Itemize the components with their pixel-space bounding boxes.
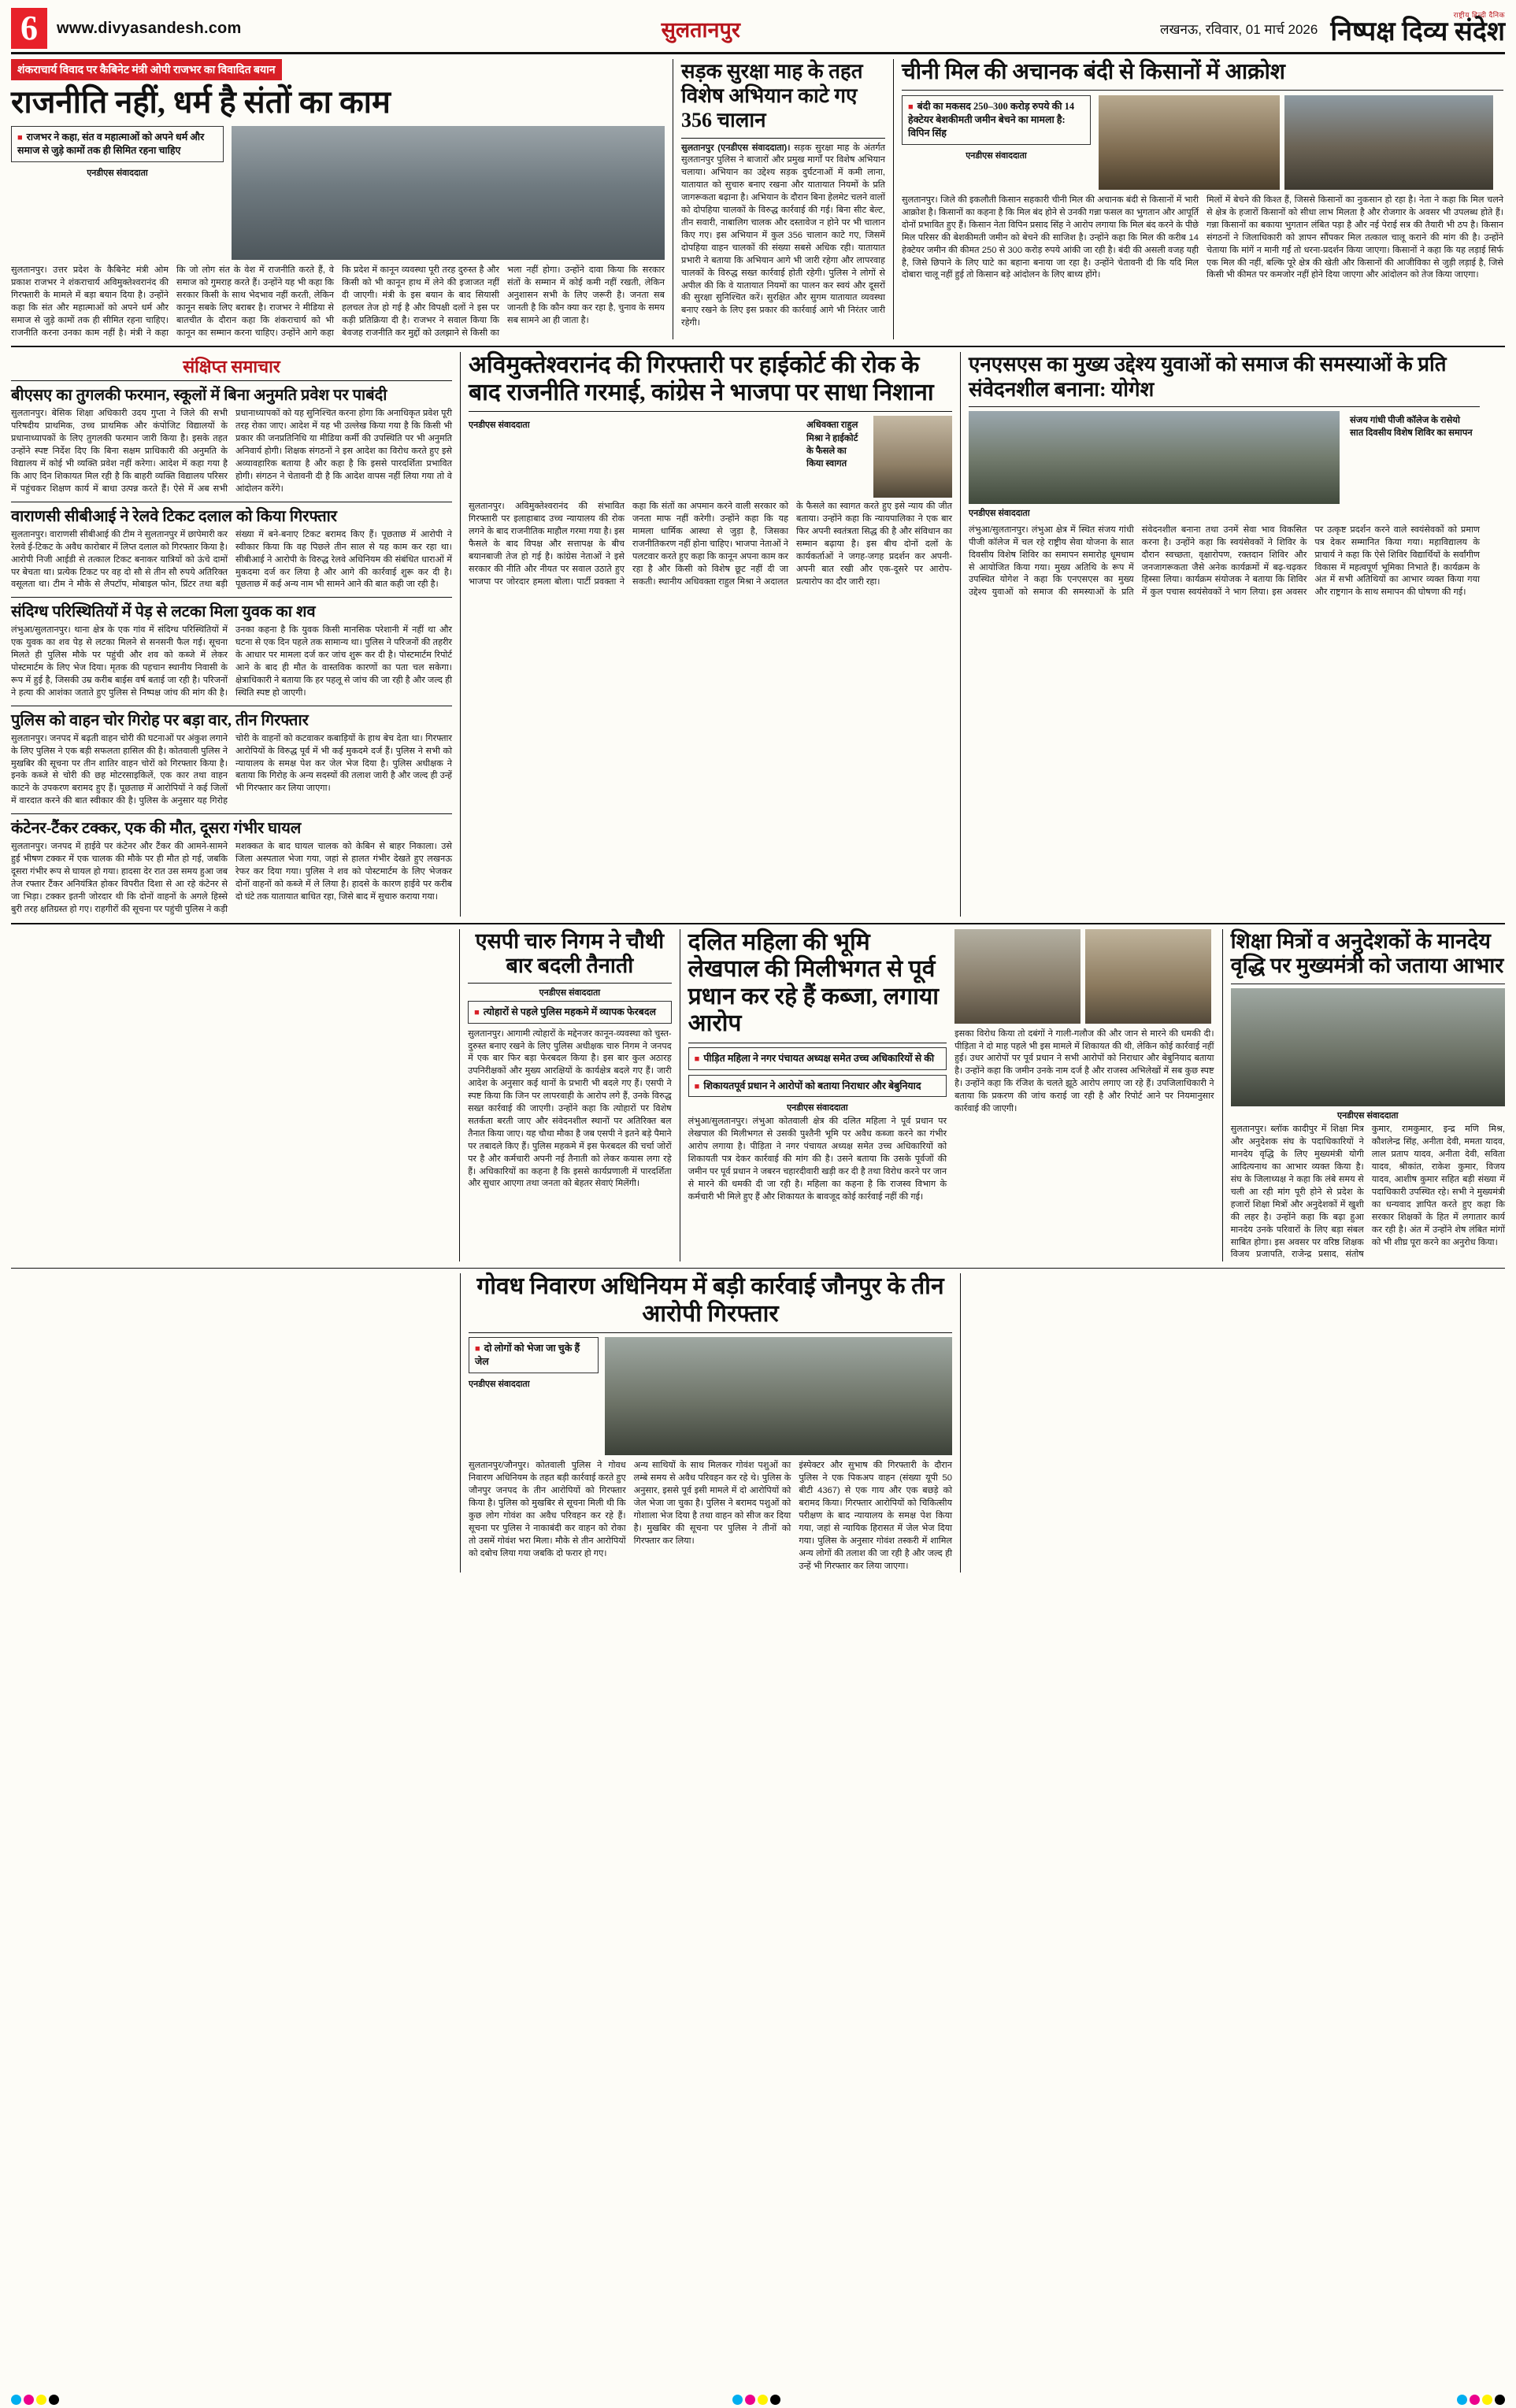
cow-case-article	[11, 1268, 1505, 1573]
edition-date: लखनऊ, रविवार, 01 मार्च 2026	[1160, 21, 1318, 37]
sugar-mill-bullet: ■ बंदी का मकसद 250–300 करोड़ रुपये की 14 हेक्टेयर बेशकीमती जमीन बेचने का मामला है: विपिन सिंह	[902, 95, 1091, 145]
brief-body: सुलतानपुर। वाराणसी सीबीआई की टीम ने सुलतानपुर में छापेमारी कर रेलवे ई-टिकट के अवैध कारोबार में लिप्त दलाल को गिरफ्तार किया है। आरोपी निजी आईडी से तत्काल टिकट बनाकर यात्रियों को ऊंचे दामों पर बेचता था। प्रत्येक टिकट पर वह दो सौ से तीन सौ रुपये अतिरिक्त वसूलता था। टीम ने मौके से लैपटॉप, मोबाइल फोन, प्रिंटर तथा बड़ी संख्या में बने-बनाए टिकट बरामद किए हैं। पूछताछ में आरोपी ने स्वीकार किया कि वह पिछले तीन साल से यह काम कर रहा था। सीबीआई ने आरोपी के विरुद्ध रेलवे अधिनियम की संबंधित धाराओं में मुकदमा दर्ज कर लिया है और आगे की कार्रवाई शुरू कर दी है। पूछताछ में कई अन्य नाम भी सामने आने की बात कही जा रही है।	[11, 529, 452, 590]
road-safety-byline: सुलतानपुर (एनडीएस संवाददाता)।	[681, 143, 791, 153]
top-section	[11, 59, 1505, 339]
sugar-mill-article	[893, 59, 1503, 339]
edition-city: सुलतानपुर	[661, 17, 740, 42]
cmyk-registration-right	[1457, 2395, 1505, 2405]
brief-body: सुलतानपुर। जनपद में बढ़ती वाहन चोरी की घटनाओं पर अंकुश लगाने के लिए पुलिस ने एक बड़ी सफलता हासिल की है। कोतवाली पुलिस ने मुखबिर की सूचना पर तीन शातिर वाहन चोरों को गिरफ्तार किया है। इनके कब्जे से चोरी की छह मोटरसाइकिलें, एक कार तथा वाहन काटने के उपकरण बरामद हुए हैं। पूछताछ में आरोपियों ने कई जिलों में वारदात करने की बात स्वीकार की है। पुलिस के अनुसार यह गिरोह चोरी के वाहनों को कटवाकर कबाड़ियों के हाथ बेच देता था। गिरफ्तार आरोपियों के विरुद्ध पूर्व में भी कई मुकदमे दर्ज हैं। पुलिस ने सभी को न्यायालय के समक्ष पेश कर जेल भेज दिया है। पुलिस अधीक्षक ने बताया कि गिरोह के अन्य सदस्यों की तलाश जारी है और जल्द ही उन्हें भी गिरफ्तार कर लिया जाएगा।	[11, 733, 452, 806]
cow-case-body-right: अन्य साथियों के साथ मिलकर गोवंश पशुओं का लम्बे समय से अवैध परिवहन कर रहे थे। पुलिस के अनुसार, इससे पूर्व इसी मामले में दो आरोपियों को जेल भेजा जा चुका है। पुलिस ने बरामद पशुओं को गोशाला भेज दिया है तथा वाहन को सीज कर दिया है। मुखबिर की सूचना पर पुलिस ने तीनों को गिरफ्तार कर लिया।	[633, 1461, 791, 1546]
brief-news-column	[11, 352, 452, 916]
hc-stay-body: सुलतानपुर। अविमुक्तेश्वरानंद की संभावित गिरफ्तारी पर इलाहाबाद उच्च न्यायालय की रोक लगने के बाद राजनीतिक माहौल गरमा गया है। इस फैसले के बाद विपक्ष और सत्तापक्ष के बीच बयानबाजी तेज हो गई है। कांग्रेस नेताओं ने इसे सरकार की नीति और नीयत पर सवाल उठाते हुए भाजपा पर जोरदार हमला बोला। पार्टी प्रवक्ता ने कहा कि संतों का अपमान करने वाली सरकार को जनता माफ नहीं करेगी। उन्होंने कहा कि यह मामला धार्मिक आस्था से जुड़ा है, जिसका राजनीतिकरण नहीं होना चाहिए। भाजपा नेताओं ने पलटवार करते हुए कहा कि कानून अपना काम कर रहा है और किसी को विशेष छूट नहीं दी जा सकती। स्थानीय अधिवक्ता राहुल मिश्रा ने अदालत के फैसले का स्वागत करते हुए इसे न्याय की जीत बताया। उन्होंने कहा कि न्यायपालिका ने एक बार फिर अपनी स्वतंत्रता सिद्ध की है और संविधान का सम्मान बढ़ाया है। इस बीच दोनों दलों के कार्यकर्ताओं ने जगह-जगह प्रदर्शन कर अपनी-अपनी बात रखी और एक-दूसरे पर आरोप-प्रत्यारोप का दौर जारी रहा।	[469, 502, 952, 587]
brief-title: वाराणसी सीबीआई ने रेलवे टिकट दलाल को किया गिरफ्तार	[11, 507, 337, 525]
brief-title: संदिग्ध परिस्थितियों में पेड़ से लटका मिला युवक का शव	[11, 603, 316, 621]
bottom-section	[11, 929, 1505, 1262]
site-url[interactable]: www.divyasandesh.com	[57, 19, 242, 37]
hc-stay-caption: अधिवक्ता राहुल मिश्रा ने हाईकोर्ट के फैसले का किया स्वागत	[806, 420, 858, 469]
brief-item	[11, 386, 452, 495]
brief-title: कंटेनर-टैंकर टक्कर, एक की मौत, दूसरा गंभीर घायल	[11, 820, 302, 838]
dalit-land-photos	[954, 929, 1214, 1262]
sp-transfer-bullet: ■ त्योहारों से पहले पुलिस महकमे में व्यापक फेरबदल	[468, 1001, 672, 1024]
teachers-body: सुलतानपुर। ब्लॉक कादीपुर में शिक्षा मित्र और अनुदेशक संघ के पदाधिकारियों ने मानदेय वृद्धि के लिए मुख्यमंत्री योगी आदित्यनाथ का आभार व्यक्त किया है। संघ के जिलाध्यक्ष ने कहा कि लंबे समय से चली आ रही मांग पूरी होने से प्रदेश के हजारों शिक्षा मित्रों और अनुदेशकों में खुशी की लहर है। उन्होंने कहा कि बढ़ा हुआ मानदेय उनके परिवारों के लिए बड़ा संबल साबित होगा। इस अवसर पर वरिष्ठ शिक्षक विजय प्रजापति, राजेन्द्र प्रसाद, संतोष कुमार, रामकुमार, इन्द्र मणि मिश्र, कौशलेन्द्र सिंह, अनीता देवी, ममता यादव, लाल प्रताप यादव, अनीता देवी, सविता यादव, श्रीकांत, राकेश कुमार, विजय यादव, आशीष कुमार सहित बड़ी संख्या में पदाधिकारी उपस्थित रहे। सभी ने मुख्यमंत्री का धन्यवाद ज्ञापित करते हुए कहा कि सरकार शिक्षकों के हित में लगातार कार्य कर रही है। अंत में उन्होंने शेष लंबित मांगों को भी शीघ्र पूरा करने का अनुरोध किया।	[1230, 1124, 1505, 1260]
dalit-land-article	[680, 929, 947, 1262]
nss-byline: एनडीएस संवाददाता	[969, 508, 1030, 518]
teachers-headline: शिक्षा मित्रों व अनुदेशकों के मानदेय वृद्धि पर मुख्यमंत्री को जताया आभार	[1230, 928, 1504, 978]
road-safety-body: सुलतानपुर (एनडीएस संवाददाता)। सड़क सुरक्षा माह के अंतर्गत सुलतानपुर पुलिस ने बाजारों और प्रमुख मार्गों पर विशेष अभियान चलाया। अभियान का उद्देश्य सड़क दुर्घटनाओं में कमी लाना, यातायात को सुचारु बनाए रखना और यातायात नियमों के प्रति जागरूकता बढ़ाना है। अभियान के दौरान बिना हेलमेट चलने वालों को दोपहिया चालकों के विरुद्ध कार्रवाई की गई। बिना सीट बेल्ट, तीन सवारी, नाबालिग चालक और दस्तावेज न होने पर भी चालान किए गए। इस अभियान में कुल 356 चालान काटे गए, जिसमें दोपहिया वाहन चालकों की संख्या सबसे अधिक रही। यातायात प्रभारी ने बताया कि अभियान आगे भी जारी रहेगा और लापरवाह चालकों के विरुद्ध सख्त कार्रवाई होती रहेगी। पुलिस ने लोगों से अपील की कि वे यातायात नियमों का पालन कर स्वयं और दूसरों की सुरक्षा सुनिश्चित करें। सुरक्षित और सुगम यातायात व्यवस्था बनाए रखने के लिए इस प्रकार की कार्रवाई आगे भी निरंतर जारी रहेगी।	[681, 143, 886, 328]
road-safety-headline: सड़क सुरक्षा माह के तहत विशेष अभियान काटे गए 356 चालान	[681, 60, 863, 132]
masthead	[11, 8, 1505, 54]
dalit-land-body-left: लंभुआ/सुलतानपुर। लंभुआ कोतवाली क्षेत्र की दलित महिला ने पूर्व प्रधान पर लेखपाल की मिलीभगत से उसकी पुश्तैनी भूमि पर अवैध कब्जा करने का गंभीर आरोप लगाया है। पीड़िता ने नगर पंचायत अध्यक्ष समेत उच्च अधिकारियों को शिकायती पत्र देकर कार्रवाई की मांग की है। उसने बताया कि उसके पूर्वजों की जमीन पर पूर्व प्रधान ने जबरन चहारदीवारी खड़ी कर दी है तथा विरोध करने पर जान से मारने की धमकी दी जा रही है। महिला का कहना है कि राजस्व विभाग के कर्मचारी भी मिले हुए हैं और शिकायत के बावजूद कोई कार्रवाई नहीं की गई।	[688, 1117, 947, 1202]
brief-body: सुलतानपुर। बेसिक शिक्षा अधिकारी उदय गुप्ता ने जिले की सभी परिषदीय प्राथमिक, उच्च प्राथमिक और कंपोजिट विद्यालयों के प्रधानाध्यापकों के लिए तुगलकी फरमान जारी किया है। इसके तहत उन्होंने स्पष्ट निर्देश दिए कि बिना सक्षम प्राधिकारी की अनुमति के विद्यालय में कोई भी व्यक्ति प्रवेश नहीं करेगा। आदेश में कहा गया है कि आए दिन शिकायत मिल रही है कि बाहरी व्यक्ति विद्यालय परिसर में पहुंचकर शिक्षण कार्य में बाधा उत्पन्न करते हैं। ऐसे में अब सभी प्रधानाध्यापकों को यह सुनिश्चित करना होगा कि अनाधिकृत प्रवेश पूरी तरह रोका जाए। आदेश में यह भी उल्लेख किया गया है कि किसी भी प्रकार की जनप्रतिनिधि या मीडिया कर्मी की उपस्थिति पर भी अनुमति अनिवार्य होगी। शिक्षक संगठनों ने इस आदेश का विरोध करते हुए इसे अव्यावहारिक बताया है और कहा है कि इससे पारदर्शिता प्रभावित होगी। संगठन ने चेतावनी दी है कि आदेश वापस नहीं लिया गया तो वे आंदोलन करेंगे।	[11, 409, 452, 494]
sugar-mill-photo-mill	[1284, 95, 1493, 190]
brief-title: बीएसए का तुगलकी फरमान, स्कूलों में बिना अनुमति प्रवेश पर पाबंदी	[11, 387, 387, 405]
brief-section-title: संक्षिप्त समाचार	[183, 357, 280, 377]
sugar-mill-byline: एनडीएस संवाददाता	[966, 150, 1027, 161]
dalit-land-bullet-2: ■ शिकायतपूर्व प्रधान ने आरोपों को बताया निराधार और बेबुनियाद	[688, 1075, 947, 1098]
dalit-land-bullet-1: ■ पीड़ित महिला ने नगर पंचायत अध्यक्ष समेत उच्च अधिकारियों से की	[688, 1047, 947, 1070]
brief-item	[11, 819, 452, 916]
lead-photo	[232, 126, 665, 260]
hc-stay-headline: अविमुक्तेश्वरानंद की गिरफ्तारी पर हाईकोर्ट की रोक के बाद राजनीति गरमाई, कांग्रेस ने भाजपा पर साधा निशाना	[469, 352, 934, 406]
cow-case-headline: गोवध निवारण अधिनियम में बड़ी कार्रवाई जौनपुर के तीन आरोपी गिरफ्तार	[476, 1273, 944, 1327]
cow-case-body-mid: इंस्पेक्टर और सुभाष की गिरफ्तारी के दौरान पुलिस ने एक पिकअप वाहन (संख्या यूपी 50 बीटी 4367) से एक गाय और एक बछड़े को बरामद किया। गिरफ्तार आरोपियों को चिकित्सीय परीक्षण के बाद न्यायालय के समक्ष पेश किया गया, जहां से न्यायिक हिरासत में जेल भेज दिया गया। पुलिस के अनुसार गोवंश तस्करी में शामिल अन्य लोगों की तलाश की जा रही है और जल्द ही उन्हें भी गिरफ्तार कर लिया जाएगा।	[799, 1461, 952, 1571]
nss-article	[960, 352, 1480, 916]
logo-tagline: राष्ट्रीय हिन्दी दैनिक	[1453, 10, 1505, 19]
road-safety-article	[673, 59, 885, 339]
logo-name: निष्पक्ष दिव्य संदेश	[1330, 17, 1505, 46]
hc-stay-photo	[873, 416, 952, 498]
cow-case-main	[460, 1273, 952, 1573]
dalit-land-photo-1	[954, 929, 1080, 1024]
sugar-mill-photo-leader	[1099, 95, 1280, 190]
cow-case-spacer	[11, 1273, 452, 1573]
dalit-land-body-right: इसका विरोध किया तो दबंगों ने गाली-गलौज की और जान से मारने की धमकी दी। पीड़िता ने दो माह पहले भी इस मामले में शिकायत की थी, लेकिन कोई कार्रवाई नहीं हुई। उधर आरोपों पर पूर्व प्रधान ने सभी आरोपों को निराधार और बेबुनियाद बताया है। उन्होंने कहा कि जमीन उनके नाम दर्ज है और राजस्व अभिलेखों में सब कुछ स्पष्ट है। उन्होंने कहा कि रंजिश के चलते झूठे आरोप लगाए जा रहे हैं। उपजिलाधिकारी ने बताया कि प्रकरण की जांच कराई जा रही है और रिपोर्ट आने पर नियमानुसार कार्रवाई की जाएगी।	[954, 1028, 1214, 1114]
cow-case-body-left: सुलतानपुर/जौनपुर। कोतवाली पुलिस ने गोवध निवारण अधिनियम के तहत बड़ी कार्रवाई करते हुए जौनपुर जनपद के तीन आरोपियों को गिरफ्तार किया है। पुलिस को मुखबिर से सूचना मिली थी कि कुछ लोग गोवंश का अवैध परिवहन कर रहे हैं। सूचना पर पुलिस ने नाकाबंदी कर वाहन को रोका तो उसमें गोवंश भरा मिला। मौके से तीन आरोपियों को दबोच लिया गया जबकि दो फरार हो गए।	[469, 1461, 626, 1558]
sp-transfer-article	[459, 929, 672, 1262]
cmyk-registration-center	[732, 2395, 780, 2405]
sp-transfer-headline: एसपी चारु निगम ने चौथी बार बदली तैनाती	[475, 928, 665, 977]
hc-stay-article	[460, 352, 952, 916]
lead-byline: एनडीएस संवाददाता	[87, 168, 148, 178]
sugar-mill-headline: चीनी मिल की अचानक बंदी से किसानों में आक्रोश	[902, 60, 1285, 84]
nss-headline: एनएसएस का मुख्य उद्देश्य युवाओं को समाज की समस्याओं के प्रति संवेदनशील बनाना: योगेश	[969, 353, 1447, 401]
lead-bullet: ■ राजभर ने कहा, संत व महात्माओं को अपने धर्म और समाज से जुड़े कामों तक ही सिमित रहना चाहिए	[11, 126, 224, 162]
dalit-land-photo-2	[1085, 929, 1211, 1024]
cow-case-right-spacer	[960, 1273, 1480, 1573]
masthead-center	[241, 14, 1160, 43]
cow-case-byline: एनडीएस संवाददाता	[469, 1380, 530, 1390]
brief-body: लंभुआ/सुलतानपुर। थाना क्षेत्र के एक गांव में संदिग्ध परिस्थितियों में एक युवक का शव पेड़ से लटका मिलने से सनसनी फैल गई। सूचना मिलते ही पुलिस मौके पर पहुंची और शव को कब्जे में लेकर पोस्टमार्टम के लिए भेज दिया। मृतक की पहचान स्थानीय निवासी के रूप में हुई है, जिसकी उम्र करीब बाईस वर्ष बताई जा रही है। परिजनों ने हत्या की आशंका जताते हुए पुलिस से निष्पक्ष जांच की मांग की है। उनका कहना है कि युवक किसी मानसिक परेशानी में नहीं था और घटना से एक दिन पहले तक सामान्य था। पुलिस ने परिजनों की तहरीर के आधार पर मामला दर्ज कर जांच शुरू कर दी है। पोस्टमार्टम रिपोर्ट आने के बाद ही मौत के वास्तविक कारणों का पता चल सकेगा। क्षेत्राधिकारी ने बताया कि हर पहलू से जांच की जा रही है और जल्द ही स्थिति स्पष्ट हो जाएगी।	[11, 625, 452, 698]
nss-photo	[969, 411, 1340, 504]
masthead-right	[1160, 12, 1505, 46]
sugar-mill-body-left: सुलतानपुर। जिले की इकलौती किसान सहकारी चीनी मिल की अचानक बंदी से किसानों में भारी आक्रोश है। किसानों का कहना है कि मिल बंद होने से उनकी गन्ना फसल का भुगतान और आपूर्ति दोनों प्रभावित हुए हैं। किसान नेता विपिन प्रसाद सिंह ने आरोप लगाया कि मिल बंद करने के पीछे मिल परिसर की बेशकीमती जमीन को बेचने की साजिश है। उन्होंने कहा कि मिल की करीब 14 हेक्टेयर जमीन की कीमत 250 से 300 करोड़ रुपये आंकी जा रही है। बंदी की असली वजह यही है, जिसे छिपाने के लिए घाटे का बहाना बनाया जा रहा है। उन्होंने चेतावनी दी कि यदि मिल दोबारा चालू नहीं हुई तो किसान बड़े आंदोलन के लिए बाध्य होंगे।	[902, 195, 1199, 280]
lead-kicker: शंकराचार्य विवाद पर कैबिनेट मंत्री ओपी राजभर का विवादित बयान	[11, 59, 282, 80]
sp-transfer-body: सुलतानपुर। आगामी त्योहारों के मद्देनजर कानून-व्यवस्था को चुस्त-दुरुस्त बनाए रखने के लिए पुलिस अधीक्षक चारु निगम ने जनपद में एक बार फिर बड़ा फेरबदल किया है। इस बार कुल अठारह उपनिरीक्षकों और मुख्य आरक्षियों के कार्यक्षेत्र बदले गए हैं। जारी आदेश के अनुसार कई थानों के प्रभारी भी बदले गए हैं। एसपी ने स्पष्ट किया कि जिन पर लापरवाही के आरोप लगे हैं, उनके विरुद्ध सख्त कार्रवाई की जाएगी। उन्होंने कहा कि त्योहारों पर विशेष सतर्कता बरती जाए और संवेदनशील स्थानों पर अतिरिक्त बल तैनात किया जाए। यह चौथा मौका है जब एसपी ने इतने बड़े पैमाने पर तबादले किए हैं। पुलिस महकमे में इस फेरबदल की चर्चा जोरों पर है और कर्मचारी अपनी नई तैनाती को लेकर कयास लगा रहे हैं। अधिकारियों का कहना है कि इससे कार्यप्रणाली में पारदर्शिता और सुधार आएगा तथा जनता को बेहतर सेवाएं मिलेंगी।	[468, 1028, 672, 1189]
teachers-article	[1222, 929, 1505, 1262]
hc-stay-byline: एनडीएस संवाददाता	[469, 420, 530, 431]
lead-article	[11, 59, 665, 339]
page-number: 6	[11, 8, 47, 49]
lead-body: सुलतानपुर। उत्तर प्रदेश के कैबिनेट मंत्री ओम प्रकाश राजभर ने शंकराचार्य अविमुक्तेश्वरानंद की गिरफ्तारी के मामले में बड़ा बयान दिया है। उन्होंने कहा कि संत और महात्माओं को अपने धर्म और समाज से जुड़े कामों तक ही सीमित रहना चाहिए। राजनीति करना उनका काम नहीं है। मंत्री ने कहा कि जो लोग संत के वेश में राजनीति करते हैं, वे समाज को गुमराह करते हैं। उन्होंने यह भी कहा कि सरकार किसी के साथ भेदभाव नहीं करती, लेकिन कानून सबके लिए बराबर है। राजभर ने मीडिया से बातचीत के दौरान कहा कि शंकराचार्य को भी कानून का सम्मान करना चाहिए। उन्होंने आगे कहा कि प्रदेश में कानून व्यवस्था पूरी तरह दुरुस्त है और किसी को भी कानून हाथ में लेने की इजाजत नहीं दी जाएगी। मंत्री के इस बयान के बाद सियासी हलचल तेज हो गई है और विपक्षी दलों ने इस पर कड़ी प्रतिक्रिया दी है। राजभर ने सवाल किया कि बेवजह राजनीति कर मुद्दों को उलझाने से किसी का भला नहीं होगा। उन्होंने दावा किया कि सरकार संतों के सम्मान में कोई कमी नहीं रखती, लेकिन अनुशासन सभी के लिए जरूरी है। जनता सब जानती है कि कौन क्या कर रहा है, चुनाव के समय सब सामने आ ही जाता है।	[11, 265, 665, 338]
brief-item	[11, 711, 452, 808]
dalit-land-byline: एनडीएस संवाददाता	[787, 1103, 848, 1113]
sp-transfer-byline: एनडीएस संवाददाता	[539, 987, 601, 998]
dalit-land-headline: दलित महिला की भूमि लेखपाल की मिलीभगत से पूर्व प्रधान कर रहे हैं कब्जा, लगाया आरोप	[688, 928, 940, 1037]
nss-body: लंभुआ/सुलतानपुर। लंभुआ क्षेत्र में स्थित संजय गांधी पीजी कॉलेज में चल रहे राष्ट्रीय सेवा योजना के सात दिवसीय विशेष शिविर का समापन समारोह धूमधाम से आयोजित किया गया। मुख्य अतिथि के रूप में उपस्थित योगेश ने कहा कि एनएसएस का मुख्य उद्देश्य युवाओं को समाज की समस्याओं के प्रति संवेदनशील बनाना तथा उनमें सेवा भाव विकसित करना है। उन्होंने कहा कि स्वयंसेवकों ने शिविर के दौरान स्वच्छता, वृक्षारोपण, रक्तदान शिविर और जनजागरूकता जैसे अनेक कार्यक्रमों में बढ़-चढ़कर हिस्सा लिया। कार्यक्रम संयोजक ने बताया कि शिविर में कुल पचास स्वयंसेवकों ने भाग लिया। इस अवसर पर उत्कृष्ट प्रदर्शन करने वाले स्वयंसेवकों को प्रमाण पत्र देकर सम्मानित किया गया। महाविद्यालय के प्राचार्य ने कहा कि ऐसे शिविर विद्यार्थियों के सर्वांगीण विकास में महत्वपूर्ण भूमिका निभाते हैं। कार्यक्रम के अंत में सभी अतिथियों का आभार व्यक्त किया गया और राष्ट्रगान के साथ समापन की घोषणा की गई।	[969, 524, 1480, 598]
teachers-photo	[1231, 988, 1505, 1106]
bottom-left-spacer	[11, 929, 451, 1262]
brief-item	[11, 507, 452, 592]
brief-title: पुलिस को वाहन चोर गिरोह पर बड़ा वार, तीन गिरफ्तार	[11, 711, 309, 729]
newspaper-logo	[1330, 12, 1505, 46]
middle-section	[11, 352, 1505, 916]
brief-body: सुलतानपुर। जनपद में हाईवे पर कंटेनर और टैंकर की आमने-सामने हुई भीषण टक्कर में एक चालक की मौके पर ही मौत हो गई, जबकि दूसरा गंभीर रूप से घायल हो गया। हादसा देर रात उस समय हुआ जब तेज रफ्तार टैंकर अनियंत्रित होकर विपरीत दिशा से आ रहे कंटेनर से जा भिड़ा। टक्कर इतनी जोरदार थी कि दोनों वाहनों के अगले हिस्से बुरी तरह क्षतिग्रस्त हो गए। राहगीरों की सूचना पर पहुंची पुलिस ने कड़ी मशक्कत के बाद घायल चालक को केबिन से बाहर निकाला। उसे जिला अस्पताल भेजा गया, जहां से हालत गंभीर देखते हुए लखनऊ रेफर कर दिया गया। पुलिस ने शव को पोस्टमार्टम के लिए भेजकर दोनों वाहनों को कब्जे में ले लिया है। हादसे के कारण हाईवे पर करीब दो घंटे तक यातायात बाधित रहा, जिसे बाद में सुचारु कराया गया।	[11, 842, 452, 914]
cow-case-photo	[605, 1337, 952, 1455]
brief-item	[11, 602, 452, 699]
nss-caption: संजय गांधी पीजी कॉलेज के रासेयो सात दिवसीय विशेष शिविर का समापन	[1350, 415, 1473, 438]
lead-headline: राजनीति नहीं, धर्म है संतों का काम	[11, 84, 391, 120]
sugar-mill-body-right: मिलों में बेचने की किश्त हैं, जिससे किसानों का नुकसान हो रहा है। नेता ने कहा कि मिल चलने से क्षेत्र के हजारों किसानों को सीधा लाभ मिलता है और रोजगार के अवसर भी उपलब्ध होते हैं। गन्ना किसानों का बकाया भुगतान लंबित पड़ा है और नई पेराई सत्र की तैयारी भी ठप है। किसान संगठनों ने जिलाधिकारी को ज्ञापन सौंपकर मिल तत्काल चालू कराने की मांग की है। उन्होंने चेताया कि मांगें न मानी गईं तो धरना-प्रदर्शन किया जाएगा। किसानों ने कहा कि यह लड़ाई सिर्फ एक मिल की नहीं, बल्कि पूरे क्षेत्र की खेती और किसानों की आजीविका से जुड़ी लड़ाई है, जिसे किसी भी कीमत पर कमजोर नहीं होने दिया जाएगा और आंदोलन को तेज किया जाएगा।	[1206, 195, 1503, 280]
teachers-byline: एनडीएस संवाददाता	[1336, 1111, 1399, 1121]
cmyk-registration-left	[11, 2395, 59, 2405]
cow-case-bullet: ■ दो लोगों को भेजा जा चुके हैं जेल	[469, 1337, 599, 1373]
